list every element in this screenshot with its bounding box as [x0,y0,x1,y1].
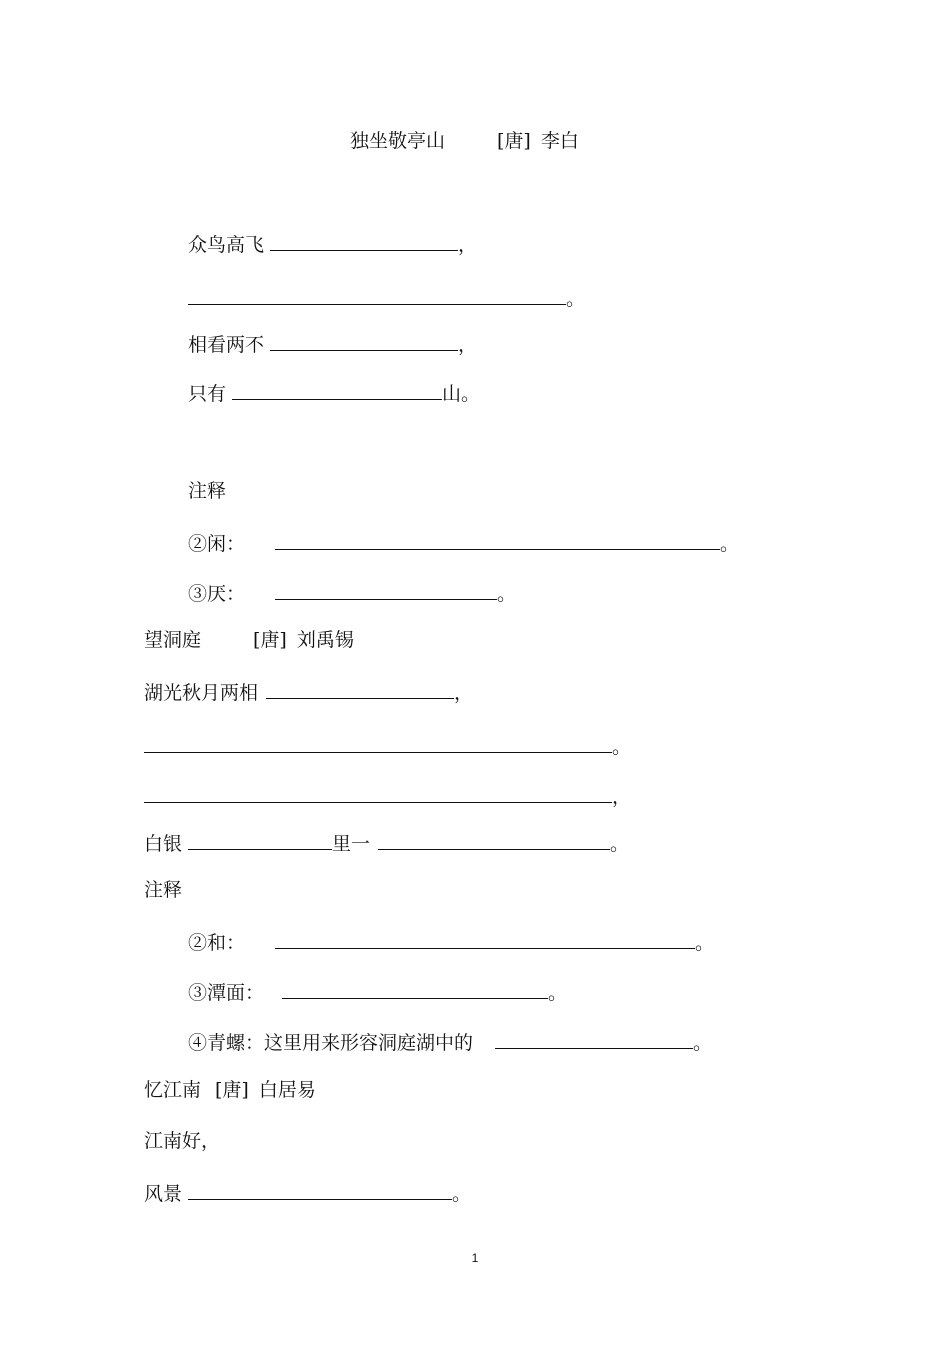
fill-blank[interactable] [378,830,610,850]
poem-line [188,231,477,255]
notes-heading: 注释 [144,879,183,901]
poem-dynasty: [唐] [253,629,287,651]
punctuation: 。 [612,736,632,758]
poem-text: 白银 [144,833,183,855]
poem-title-line [350,129,579,153]
fill-blank[interactable] [188,830,332,850]
poem-dynasty: [唐] [215,1079,249,1101]
fill-blank[interactable] [282,979,548,999]
poem-line [144,733,631,757]
poem-title: 忆江南 [144,1079,202,1101]
punctuation: ， [454,682,474,704]
page-number: 1 [471,1251,479,1265]
poem-author: 白居易 [258,1079,316,1101]
poem-text: 里一 [332,833,371,855]
poem-text: 江南好， [144,1130,221,1152]
punctuation: 。 [695,932,715,954]
poem-line [188,380,480,404]
punctuation: 。 [452,1183,472,1205]
note-term: ③厌： [188,583,246,605]
poem-text: 只有 [188,383,227,405]
note-term: ④青螺：这里用来形容洞庭湖中的 [188,1032,474,1054]
fill-blank[interactable] [275,929,695,949]
note-line [188,530,739,554]
punctuation: 。 [693,1032,713,1054]
poem-line [188,331,477,355]
note-term: ③潭面： [188,982,265,1004]
fill-blank[interactable] [270,331,458,351]
poem-text: 众鸟高飞 [188,234,265,256]
poem-line [144,1180,471,1204]
fill-blank[interactable] [266,679,454,699]
poem-dynasty: [唐] [497,130,531,152]
poem-text: 山。 [442,383,481,405]
note-term: ②闲： [188,533,246,555]
punctuation: 。 [548,982,568,1004]
poem-line [188,285,585,309]
punctuation: 。 [566,288,586,310]
poem-title: 望洞庭 [144,629,202,651]
punctuation: 。 [610,833,630,855]
fill-blank[interactable] [188,285,566,305]
fill-blank[interactable] [232,380,442,400]
punctuation: ， [458,234,478,256]
notes-heading: 注释 [188,480,227,502]
poem-text: 相看两不 [188,334,265,356]
fill-blank[interactable] [144,733,612,753]
note-line [188,1029,712,1053]
fill-blank[interactable] [270,231,458,251]
fill-blank[interactable] [495,1029,693,1049]
poem-line [144,830,629,854]
poem-line [144,783,631,807]
poem-line [144,679,473,703]
note-term: ②和： [188,932,246,954]
punctuation: 。 [497,583,517,605]
punctuation: ， [612,786,632,808]
poem-title: 独坐敬亭山 [350,130,446,152]
poem-author: 刘禹锡 [296,629,354,651]
poem-text: 湖光秋月两相 [144,682,259,704]
note-line [188,979,567,1003]
poem-title-line [144,628,354,652]
poem-line [144,1129,220,1153]
poem-title-line [144,1078,316,1102]
poem-author: 李白 [540,130,579,152]
fill-blank[interactable] [275,580,497,600]
note-line [188,580,516,604]
fill-blank[interactable] [188,1180,452,1200]
punctuation: 。 [720,533,740,555]
punctuation: ， [458,334,478,356]
note-line [188,929,714,953]
fill-blank[interactable] [144,783,612,803]
fill-blank[interactable] [275,530,720,550]
poem-text: 风景 [144,1183,183,1205]
